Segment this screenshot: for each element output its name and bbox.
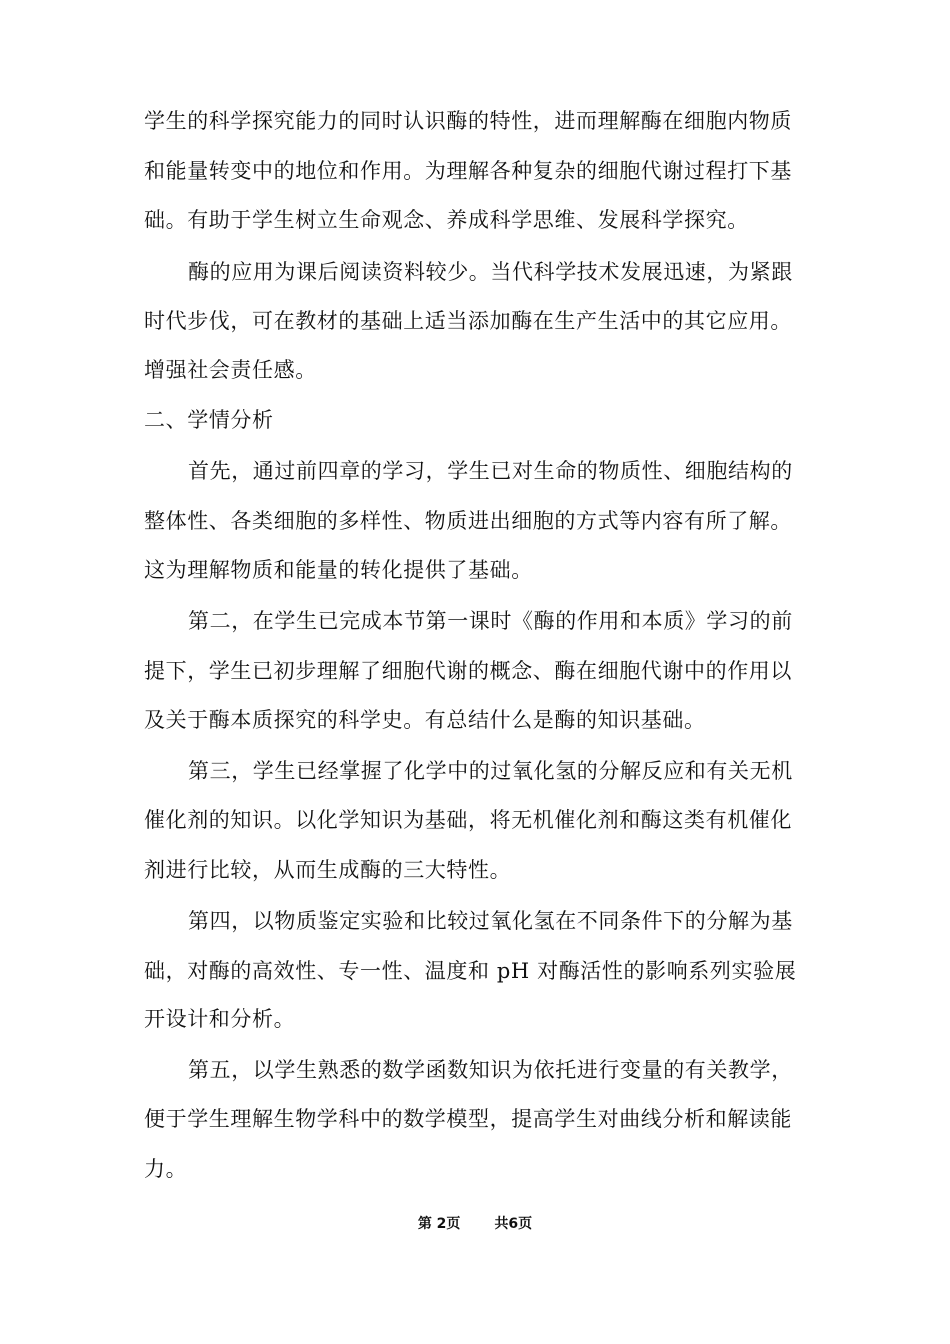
- paragraph-line: 第四，以物质鉴定实验和比较过氧化氢在不同条件下的分解为基: [188, 909, 793, 933]
- paragraph-line: 酶的应用为课后阅读资料较少。当代科学技术发展迅速，为紧跟: [188, 260, 793, 284]
- paragraph-line: 开设计和分析。: [144, 1007, 296, 1031]
- paragraph-line: 础，对酶的高效性、专一性、温度和 pH 对酶活性的影响系列实验展: [144, 959, 797, 983]
- paragraph-line: 首先，通过前四章的学习，学生已对生命的物质性、细胞结构的: [188, 459, 793, 483]
- paragraph-line: 第二，在学生已完成本节第一课时《酶的作用和本质》学习的前: [188, 609, 793, 633]
- paragraph-line: 便于学生理解生物学科中的数学模型，提高学生对曲线分析和解读能: [144, 1107, 792, 1131]
- section-heading: 二、学情分析: [144, 408, 274, 432]
- paragraph-line: 学生的科学探究能力的同时认识酶的特性，进而理解酶在细胞内物质: [144, 109, 792, 133]
- paragraph-line: 提下，学生已初步理解了细胞代谢的概念、酶在细胞代谢中的作用以: [144, 659, 792, 683]
- paragraph-line: 和能量转变中的地位和作用。为理解各种复杂的细胞代谢过程打下基: [144, 159, 792, 183]
- page-footer: [0, 1214, 950, 1234]
- paragraph-line: 及关于酶本质探究的科学史。有总结什么是酶的知识基础。: [144, 708, 706, 732]
- paragraph-line: 整体性、各类细胞的多样性、物质进出细胞的方式等内容有所了解。: [144, 509, 792, 533]
- paragraph-line: 催化剂的知识。以化学知识为基础，将无机催化剂和酶这类有机催化: [144, 808, 792, 832]
- paragraph-line: 第三，学生已经掌握了化学中的过氧化氢的分解反应和有关无机: [188, 759, 793, 783]
- paragraph-line: 这为理解物质和能量的转化提供了基础。: [144, 558, 533, 582]
- paragraph-line: 力。: [144, 1157, 188, 1181]
- paragraph-line: 时代步伐，可在教材的基础上适当添加酶在生产生活中的其它应用。: [144, 309, 792, 333]
- page-number: 第 2页: [417, 1216, 461, 1232]
- paragraph-line: 第五，以学生熟悉的数学函数知识为依托进行变量的有关教学，: [188, 1058, 793, 1082]
- paragraph-line: 剂进行比较，从而生成酶的三大特性。: [144, 858, 512, 882]
- paragraph-line: 增强社会责任感。: [144, 358, 317, 382]
- total-pages: 共6页: [494, 1216, 533, 1232]
- paragraph-line: 础。有助于学生树立生命观念、养成科学思维、发展科学探究。: [144, 208, 749, 232]
